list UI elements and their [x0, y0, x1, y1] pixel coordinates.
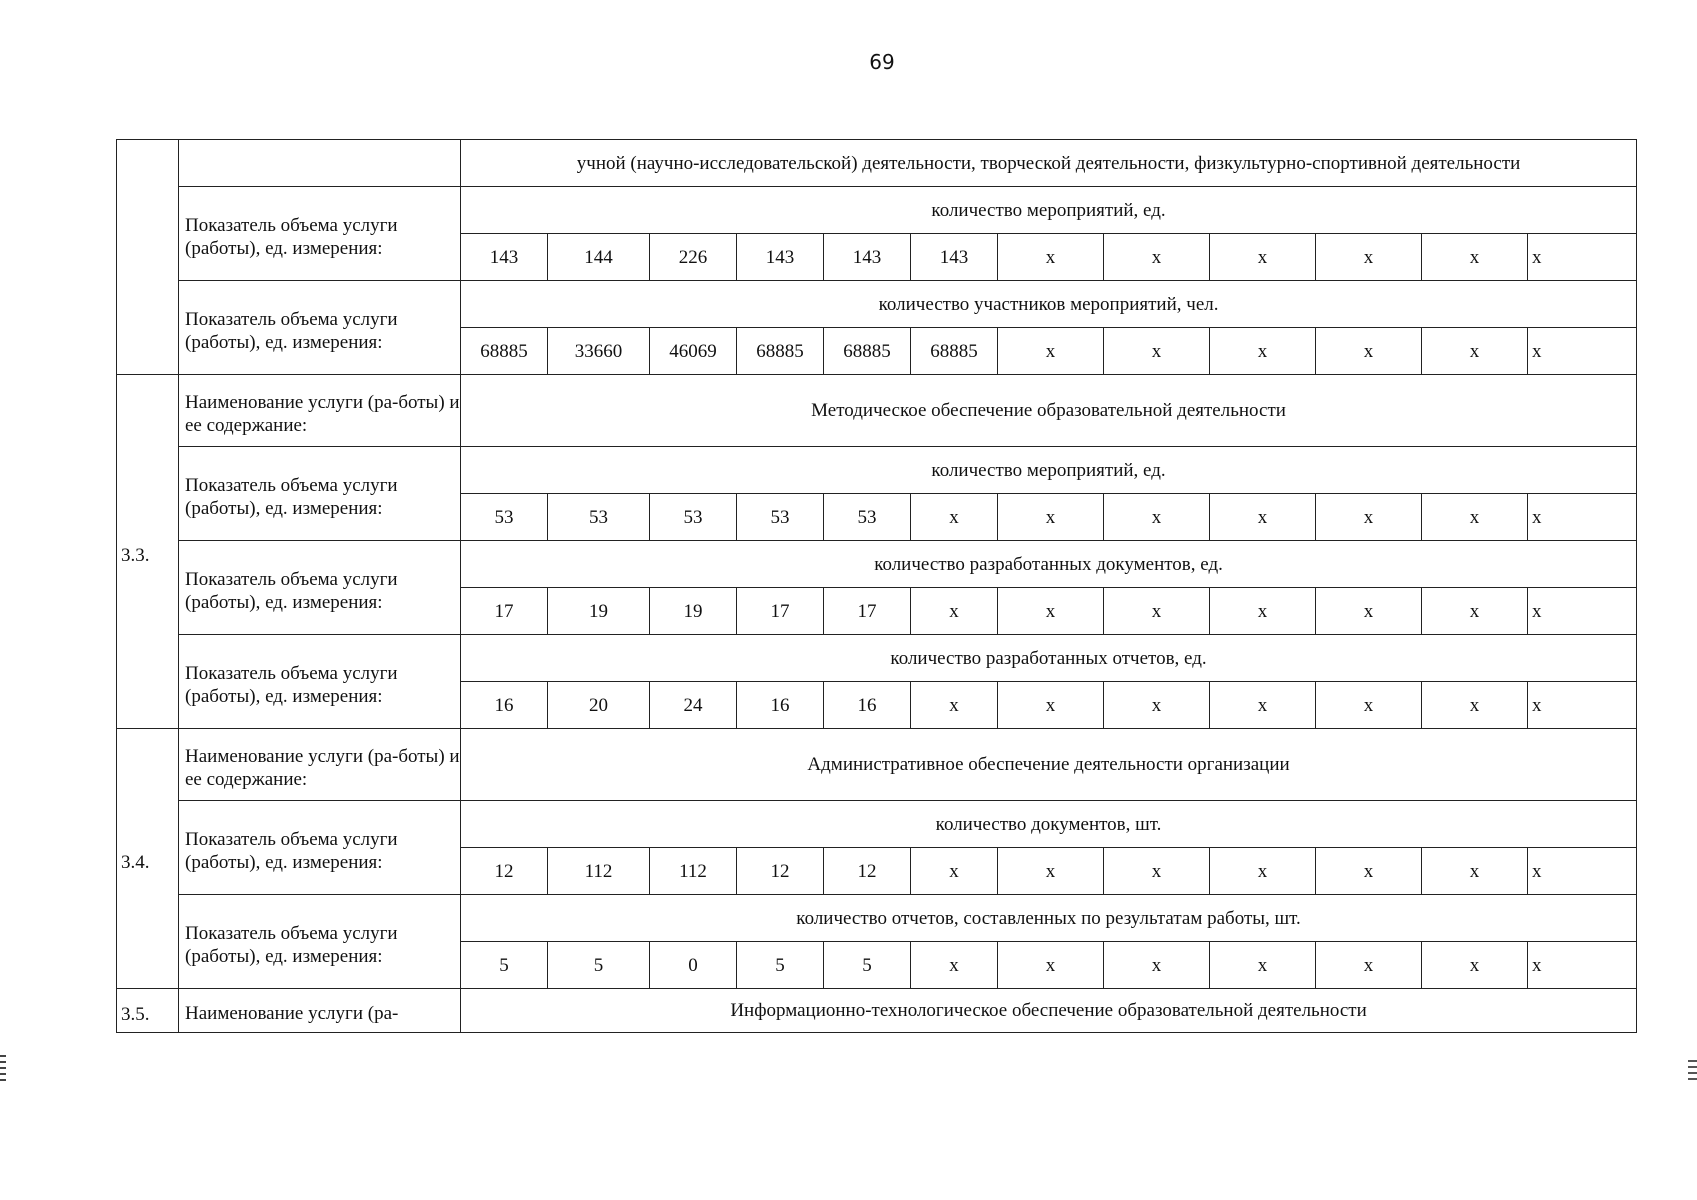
value-cell: х: [998, 588, 1104, 635]
table-row: [117, 447, 1637, 494]
value-cell: х: [1210, 942, 1316, 989]
value-cell: 12: [737, 848, 824, 895]
value-cell: 19: [548, 588, 650, 635]
section-number: 3.4.: [117, 729, 179, 989]
section-number: 3.5.: [117, 989, 179, 1033]
value-cell: х: [1528, 848, 1637, 895]
value-cell: 17: [737, 588, 824, 635]
value-cell: 5: [461, 942, 548, 989]
value-cell: 143: [737, 234, 824, 281]
value-cell: х: [1316, 328, 1422, 375]
value-cell: 143: [824, 234, 911, 281]
value-cell: 143: [911, 234, 998, 281]
value-cell: х: [1422, 328, 1528, 375]
value-cell: 17: [824, 588, 911, 635]
table-body: [117, 140, 1637, 1033]
value-cell: х: [1528, 588, 1637, 635]
table-row: [117, 541, 1637, 588]
indicator-title: количество отчетов, составленных по результатам работы, шт.: [461, 895, 1637, 942]
value-cell: 16: [461, 682, 548, 729]
indicator-title: количество разработанных документов, ед.: [461, 541, 1637, 588]
value-cell: х: [911, 848, 998, 895]
value-cell: х: [1210, 234, 1316, 281]
value-cell: 16: [824, 682, 911, 729]
value-cell: 5: [824, 942, 911, 989]
service-name-text: Методическое обеспечение образовательной деятельности: [461, 375, 1637, 447]
value-cell: 53: [824, 494, 911, 541]
value-cell: 226: [650, 234, 737, 281]
value-cell: х: [1210, 588, 1316, 635]
value-cell: 12: [461, 848, 548, 895]
indicator-title: количество мероприятий, ед.: [461, 187, 1637, 234]
value-cell: х: [1316, 234, 1422, 281]
value-cell: 68885: [461, 328, 548, 375]
value-cell: х: [1422, 848, 1528, 895]
value-cell: 53: [737, 494, 824, 541]
value-cell: х: [1104, 234, 1210, 281]
value-cell: х: [998, 682, 1104, 729]
service-name-label: Наименование услуги (ра-: [179, 989, 461, 1033]
value-cell: х: [1210, 494, 1316, 541]
value-cell: 68885: [737, 328, 824, 375]
value-cell: 20: [548, 682, 650, 729]
indicator-title: количество разработанных отчетов, ед.: [461, 635, 1637, 682]
service-name-text: Административное обеспечение деятельности организации: [461, 729, 1637, 801]
value-cell: х: [911, 942, 998, 989]
section-number: 3.3.: [117, 375, 179, 729]
value-cell: х: [1422, 942, 1528, 989]
value-cell: 12: [824, 848, 911, 895]
service-name-label: Наименование услуги (ра-боты) и ее содержание:: [179, 375, 461, 447]
table-row: [117, 187, 1637, 234]
value-cell: х: [1316, 682, 1422, 729]
table-row: [117, 801, 1637, 848]
value-cell: 0: [650, 942, 737, 989]
indicator-title: количество мероприятий, ед.: [461, 447, 1637, 494]
services-table: [116, 139, 1637, 1033]
value-cell: 5: [737, 942, 824, 989]
table-row: [117, 895, 1637, 942]
value-cell: х: [998, 848, 1104, 895]
value-cell: х: [1210, 328, 1316, 375]
service-name-label: Наименование услуги (ра-боты) и ее содержание:: [179, 729, 461, 801]
service-name-label: [179, 140, 461, 187]
value-cell: х: [1528, 494, 1637, 541]
indicator-label: Показатель объема услуги (работы), ед. измерения:: [179, 281, 461, 375]
value-cell: 68885: [911, 328, 998, 375]
value-cell: х: [911, 494, 998, 541]
value-cell: 5: [548, 942, 650, 989]
value-cell: 112: [548, 848, 650, 895]
value-cell: 16: [737, 682, 824, 729]
value-cell: х: [911, 588, 998, 635]
value-cell: х: [1316, 588, 1422, 635]
value-cell: х: [1210, 848, 1316, 895]
value-cell: х: [1104, 848, 1210, 895]
table-row: [117, 140, 1637, 187]
value-cell: х: [998, 942, 1104, 989]
indicator-label: Показатель объема услуги (работы), ед. измерения:: [179, 801, 461, 895]
service-name-text: Информационно-технологическое обеспечение образовательной деятельности: [461, 989, 1637, 1033]
value-cell: 143: [461, 234, 548, 281]
indicator-title: количество участников мероприятий, чел.: [461, 281, 1637, 328]
left-edge-marks: [0, 1055, 6, 1085]
value-cell: х: [1104, 942, 1210, 989]
value-cell: х: [1422, 682, 1528, 729]
right-edge-marks: [1688, 1060, 1697, 1084]
indicator-label: Показатель объема услуги (работы), ед. измерения:: [179, 187, 461, 281]
value-cell: х: [1316, 942, 1422, 989]
value-cell: х: [998, 328, 1104, 375]
indicator-label: Показатель объема услуги (работы), ед. измерения:: [179, 895, 461, 989]
service-name-text: учной (научно-исследовательской) деятельности, творческой деятельности, физкультурно-спортивной деятельности: [461, 140, 1637, 187]
value-cell: х: [1528, 234, 1637, 281]
value-cell: х: [998, 494, 1104, 541]
value-cell: х: [1422, 588, 1528, 635]
value-cell: х: [1210, 682, 1316, 729]
table-row: [117, 281, 1637, 328]
value-cell: х: [1528, 942, 1637, 989]
indicator-title: количество документов, шт.: [461, 801, 1637, 848]
value-cell: 144: [548, 234, 650, 281]
value-cell: х: [911, 682, 998, 729]
indicator-label: Показатель объема услуги (работы), ед. измерения:: [179, 635, 461, 729]
value-cell: 68885: [824, 328, 911, 375]
value-cell: 53: [461, 494, 548, 541]
value-cell: х: [1104, 682, 1210, 729]
value-cell: х: [1422, 494, 1528, 541]
value-cell: х: [1316, 848, 1422, 895]
value-cell: х: [1104, 328, 1210, 375]
page-number: 69: [869, 50, 895, 74]
value-cell: х: [1528, 682, 1637, 729]
value-cell: х: [1104, 494, 1210, 541]
value-cell: 24: [650, 682, 737, 729]
value-cell: х: [1422, 234, 1528, 281]
indicator-label: Показатель объема услуги (работы), ед. измерения:: [179, 541, 461, 635]
table-row: [117, 989, 1637, 1033]
value-cell: 19: [650, 588, 737, 635]
indicator-label: Показатель объема услуги (работы), ед. измерения:: [179, 447, 461, 541]
table-row: [117, 375, 1637, 447]
value-cell: х: [998, 234, 1104, 281]
value-cell: х: [1528, 328, 1637, 375]
value-cell: 46069: [650, 328, 737, 375]
value-cell: 112: [650, 848, 737, 895]
value-cell: 17: [461, 588, 548, 635]
value-cell: х: [1316, 494, 1422, 541]
value-cell: 53: [548, 494, 650, 541]
section-number: [117, 140, 179, 375]
table-row: [117, 635, 1637, 682]
value-cell: 33660: [548, 328, 650, 375]
value-cell: 53: [650, 494, 737, 541]
table-row: [117, 729, 1637, 801]
value-cell: х: [1104, 588, 1210, 635]
